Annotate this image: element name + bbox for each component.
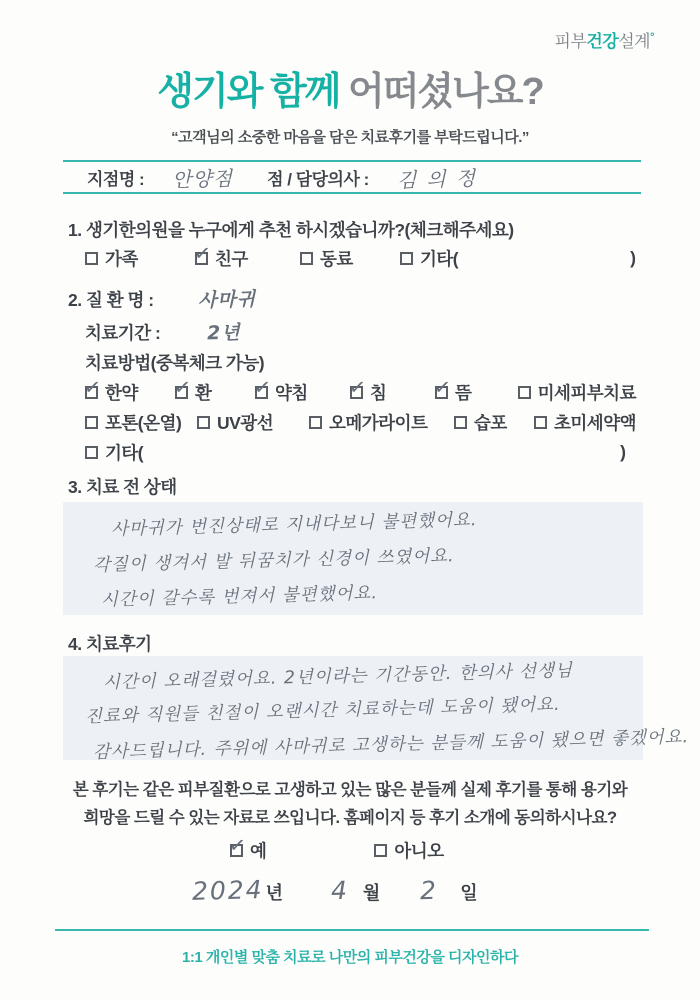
checkmark: ✓ — [192, 240, 212, 266]
option-omega-light — [309, 410, 454, 435]
option-family — [85, 246, 195, 271]
option-micro-skin-treatment — [518, 380, 636, 405]
handwritten-line: 감사드립니다. 주위에 사마귀로 고생하는 분들께 도움이 됐으면 좋겠어요. — [92, 727, 690, 763]
checkbox-label: 기타( — [420, 249, 459, 269]
checkmark: ✓ — [347, 374, 367, 400]
handwritten-line: 시간이 오래걸렸어요. 2년이라는 기간동안. 한의사 선생님 — [102, 660, 574, 694]
checkbox-label: 뜸 — [455, 383, 472, 403]
disease-name-label — [68, 285, 256, 312]
checkmark: ✓ — [227, 832, 247, 858]
checkbox-pharmacopuncture[interactable] — [252, 374, 272, 400]
handwritten-line: 시간이 갈수록 번져서 불편했어요. — [100, 583, 379, 611]
checkmark: ✓ — [172, 374, 192, 400]
checkbox-family[interactable] — [85, 252, 98, 265]
checkbox-other[interactable] — [400, 252, 413, 265]
option-no — [374, 838, 443, 863]
methods-row-2 — [85, 410, 636, 435]
year-label: 년 — [265, 883, 284, 903]
checkbox-label: 습포 — [473, 413, 507, 433]
checkbox-label: 미세피부치료 — [537, 383, 636, 403]
methods-row-3 — [85, 440, 626, 465]
checkbox-label: 환 — [195, 383, 212, 403]
review-answer-box[interactable] — [63, 656, 690, 763]
methods-row-1 — [82, 374, 636, 405]
option-acupuncture — [347, 374, 435, 405]
checkbox-label: 친구 — [215, 249, 248, 269]
checkbox-label: 포톤(온열) — [105, 413, 182, 433]
option-herbal-medicine — [82, 374, 175, 405]
checkbox-photon[interactable] — [85, 416, 98, 429]
checkbox-herbal-medicine[interactable] — [82, 374, 102, 400]
branch-label: 지점명 : — [87, 169, 145, 189]
checkbox-label: 한약 — [105, 383, 138, 403]
consent-line1: 본 후기는 같은 피부질환으로 고생하고 있는 많은 분들께 실제 후기를 통해 용기와 — [72, 781, 628, 799]
checkbox-friend[interactable] — [192, 240, 212, 266]
checkmark: ✓ — [82, 374, 102, 400]
checkbox-ultra-fine-solution[interactable] — [534, 416, 547, 429]
checkbox-label: 초미세약액 — [553, 413, 637, 433]
option-photon — [85, 410, 197, 435]
logo-degree-mark: ° — [650, 31, 654, 44]
handwritten-line: 사마귀가 번진상태로 지내다보니 불편했어요. — [110, 510, 478, 540]
checkbox-no[interactable] — [374, 844, 387, 857]
option-pill — [172, 374, 255, 405]
disease-label-text: 2. 질 환 명 : — [68, 290, 154, 310]
section4-heading: 4. 치료후기 — [68, 634, 152, 654]
consent-options — [227, 832, 444, 863]
date-day-field[interactable]: 2 — [419, 875, 439, 906]
option-uv-light — [197, 410, 309, 435]
checkbox-label: 오메가라이트 — [329, 413, 428, 433]
checkbox-methods-other[interactable] — [85, 446, 98, 459]
question1-options — [85, 240, 636, 271]
checkbox-micro-skin-treatment[interactable] — [518, 386, 531, 399]
page-title — [0, 60, 700, 115]
month-label: 월 — [362, 883, 381, 903]
section3-heading: 3. 치료 전 상태 — [68, 477, 177, 497]
option-other — [400, 246, 636, 271]
logo-prefix: 피부 — [554, 32, 587, 51]
checkbox-pill[interactable] — [172, 374, 192, 400]
checkbox-omega-light[interactable] — [309, 416, 322, 429]
date-month-field[interactable]: 4 — [330, 875, 350, 906]
option-wet-pack — [454, 410, 534, 435]
option-ultra-fine-solution — [534, 410, 636, 435]
option-friend — [192, 240, 300, 271]
footer-divider — [55, 929, 649, 931]
checkbox-moxibustion[interactable] — [432, 374, 452, 400]
day-label: 일 — [460, 883, 478, 903]
option-moxibustion — [432, 374, 515, 405]
date-year-field[interactable]: 2024 — [191, 875, 264, 906]
option-pharmacopuncture — [252, 374, 350, 405]
checkmark: ✓ — [432, 374, 452, 400]
checkbox-label: 가족 — [105, 249, 138, 269]
option-colleague — [300, 246, 400, 271]
page-title-accent: 생기와 함께 — [157, 71, 340, 113]
checkbox-label: 예 — [250, 841, 267, 861]
period-label-text: 치료기간 : — [85, 323, 161, 343]
checkbox-label: 약침 — [275, 383, 308, 403]
checkbox-colleague[interactable] — [300, 252, 313, 265]
treatment-methods-label: 치료방법(중복체크 가능) — [85, 353, 265, 373]
checkbox-label: 침 — [370, 383, 387, 403]
checkbox-uv-light[interactable] — [197, 416, 210, 429]
branch-value-field[interactable]: 안양점 — [171, 165, 234, 192]
checkbox-label: 아니오 — [394, 841, 444, 861]
pre-treatment-answer-box[interactable] — [63, 502, 643, 615]
branch-doctor-row — [63, 160, 641, 194]
consent-line2: 희망을 드릴 수 있는 자료로 쓰입니다. 홈페이지 등 후기 소개에 동의하시나요? — [83, 809, 617, 827]
consent-statement — [0, 776, 700, 832]
checkbox-label: UV광선 — [217, 413, 274, 433]
checkmark: ✓ — [252, 374, 272, 400]
logo-accent: 건강 — [586, 32, 619, 51]
doctor-value-field[interactable]: 김의정 — [396, 165, 486, 192]
option-yes — [227, 832, 267, 863]
other-close-paren: ) — [630, 248, 636, 268]
page-subtitle: “고객님의 소중한 마음을 담은 치료후기를 부탁드립니다.” — [171, 129, 529, 146]
option-methods-other — [85, 440, 626, 465]
checkbox-yes[interactable] — [227, 832, 247, 858]
disease-value-field[interactable]: 사마귀 — [197, 288, 257, 312]
page-title-rest: 어떠셨나요? — [339, 71, 543, 113]
question1-heading: 1. 생기한의원을 누구에게 추천 하시겠습니까?(체크해주세요) — [68, 220, 514, 240]
footer-slogan: 1:1 개인별 맞춤 치료로 나만의 피부건강을 디자인하다 — [182, 949, 518, 966]
methods-other-close-paren: ) — [620, 442, 626, 462]
checkbox-label: 기타( — [105, 443, 144, 463]
doctor-label: 점 / 담당의사 : — [267, 169, 369, 189]
checkbox-wet-pack[interactable] — [454, 416, 467, 429]
checkbox-acupuncture[interactable] — [347, 374, 367, 400]
handwritten-line: 진료와 직원들 친절이 오랜시간 치료하는데 도움이 됐어요. — [84, 694, 561, 728]
checkbox-label: 동료 — [320, 249, 353, 269]
handwritten-line: 각질이 생겨서 발 뒤꿈치가 신경이 쓰였어요. — [92, 546, 455, 576]
logo-suffix: 설계 — [618, 32, 651, 51]
date-row — [192, 876, 478, 905]
brand-logo — [555, 27, 654, 52]
period-value-field[interactable]: 2년 — [206, 321, 241, 345]
treatment-period-label — [85, 318, 240, 345]
